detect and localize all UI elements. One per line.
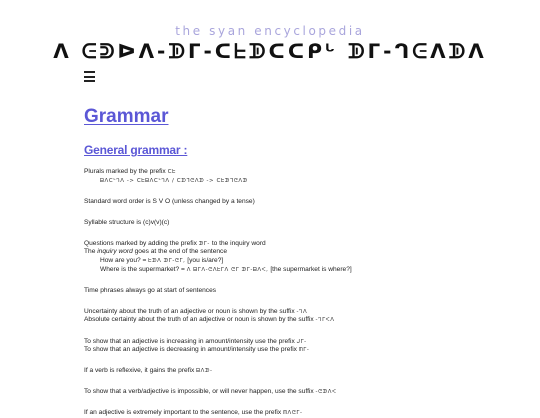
impossible-suffix: -ᕮᗫᐱᐸ: [315, 389, 337, 396]
hamburger-menu-icon[interactable]: [84, 71, 95, 82]
example-2-label: Where is the supermarket? =: [100, 265, 185, 273]
example-1-syan: ᖶᗫᐱ ᗫᒥ-ᕮᒥ,: [148, 258, 186, 265]
main-content: [84, 106, 514, 418]
plurals-prefix: ᑕᖶ: [167, 169, 176, 175]
impossible-text: To show that a verb/adjective is impossible, or will never happen, use the suffix: [84, 388, 314, 396]
plurals-text: Plurals marked by the prefix: [84, 168, 166, 175]
important-prefix: ᗰᐱᕮᒥ-: [283, 410, 303, 417]
questions-text: Questions marked by adding the prefix: [84, 239, 197, 247]
inquiry-word-emphasis: inquiry word: [97, 248, 133, 256]
section-heading[interactable]: General grammar :: [84, 143, 188, 157]
reflexive-text: If a verb is reflexive, it gains the prefix: [84, 367, 195, 375]
uncertainty-text: Uncertainty about the truth of an adjective or noun is shown by the suffix: [84, 307, 295, 315]
reflexive-rule: [84, 367, 514, 376]
important-text: If an adjective is extremely important to the sentence, use the prefix: [84, 409, 282, 417]
example-1-label: How are you? =: [100, 257, 147, 265]
example-2-syan: ᐱ ᗷᒥᐱ-ᕮᐱᖶᒥᐱ ᕮᒥ ᗫᒥ-ᗷᐱᐸ,: [186, 266, 269, 273]
decreasing-rule: [84, 346, 514, 355]
reflexive-prefix: ᗷᐱᗫ-: [196, 368, 213, 375]
example-1-gloss: [you is/are?]: [187, 257, 224, 265]
site-title[interactable]: ᐱ ᕮᕲᐅᐱ-ᗫᒥ-ᑕᖶᗫᑕᑕᑭᒡ ᗫᒥ-ᒉᕮᐱᗫᐱ: [53, 39, 487, 63]
word-order-rule: Standard word order is S V O (unless changed by a tense): [84, 197, 255, 205]
certainty-rule: [84, 316, 514, 325]
plurals-example: [84, 177, 514, 186]
question-example-2: [84, 266, 514, 275]
increasing-rule: [84, 338, 514, 347]
uncertainty-rule: [84, 308, 514, 317]
inquiry-rule: [84, 248, 514, 257]
page-title[interactable]: Grammar: [84, 106, 169, 127]
questions-text-end: to the inquiry word: [211, 239, 266, 247]
questions-rule: [84, 240, 514, 249]
inquiry-text-a: The: [84, 248, 96, 256]
time-rule: Time phrases always go at start of sentences: [84, 286, 217, 294]
syllable-rule: Syllable structure is (c)v(v)(c): [84, 218, 170, 226]
question-example-1: [84, 257, 514, 266]
questions-prefix: ᗫᒥ-: [198, 240, 210, 247]
certainty-text: Absolute certainty about the truth of an adjective or noun is shown by the suffix: [84, 316, 314, 324]
important-rule: [84, 409, 514, 418]
decreasing-prefix: ᗰᒥ-: [298, 347, 310, 354]
decreasing-text: To show that an adjective is decreasing in amount/intensity use the prefix: [84, 346, 297, 354]
inquiry-text-b: goes at the end of the sentence: [134, 248, 228, 256]
increasing-text: To show that an adjective is increasing in amount/intensity use the prefix: [84, 337, 295, 345]
plurals-rule: [84, 168, 514, 177]
uncertainty-suffix: -ᒉᐱ: [296, 308, 308, 315]
impossible-rule: [84, 388, 514, 397]
plurals-example-text: ᗷᐱᑕᒡᒉᐱ -> ᑕᖶᗷᐱᑕᒡᒉᐱ / ᑕᗫᒣᕮᐱᗫ -> ᑕᖶᗫᒣᕮᐱᗫ: [100, 177, 248, 184]
certainty-suffix: -ᒉᒥᐸᐱ: [315, 317, 335, 324]
example-2-gloss: [the supermarket is where?]: [270, 265, 352, 273]
increasing-prefix: ᒍᒥ-: [296, 338, 307, 345]
site-subtitle: the syan encyclopedia: [175, 24, 365, 38]
